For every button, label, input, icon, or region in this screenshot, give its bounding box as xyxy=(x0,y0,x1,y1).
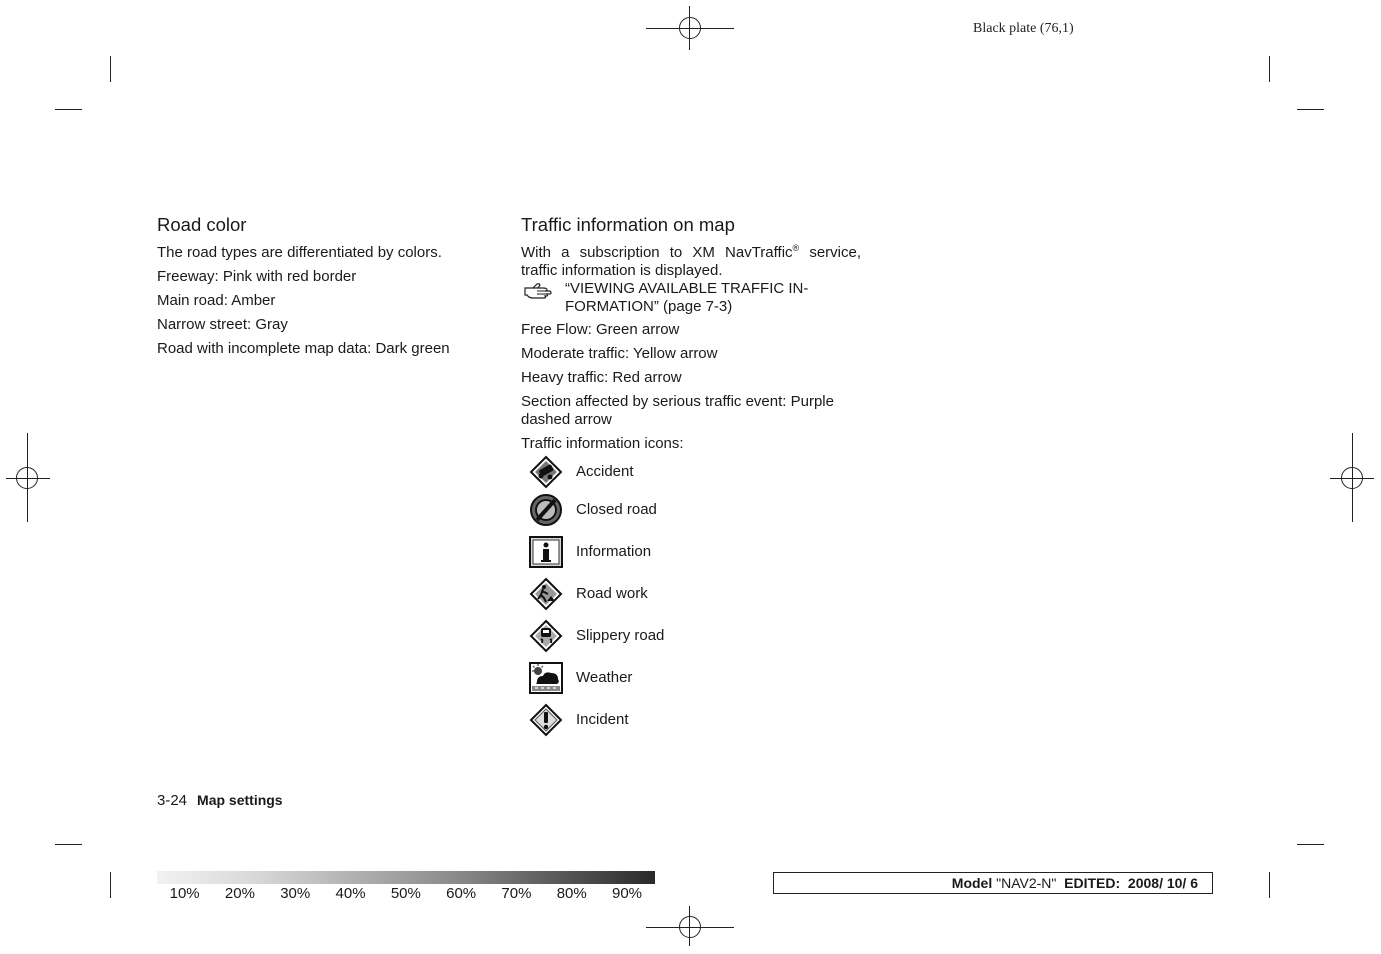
road-color-line: Road with incomplete map data: Dark green xyxy=(157,340,450,357)
scale-label: 30% xyxy=(280,885,311,902)
pointing-hand-icon xyxy=(521,280,565,300)
list-item xyxy=(521,573,861,615)
scale-label: 60% xyxy=(446,885,477,902)
accident-icon xyxy=(521,455,576,489)
slippery-road-icon xyxy=(521,619,576,653)
plate-label: Black plate (76,1) xyxy=(973,21,1074,36)
icon-label: Information xyxy=(576,543,652,560)
traffic-icon-list xyxy=(521,455,861,741)
scale-label: 80% xyxy=(556,885,587,902)
traffic-info-heading: Traffic information on map xyxy=(521,214,735,235)
list-item xyxy=(521,657,861,699)
section-title: Map settings xyxy=(197,792,283,808)
tint-scale-labels xyxy=(157,885,655,902)
scale-label: 70% xyxy=(501,885,532,902)
intro-text: With a subscription to XM NavTraffic xyxy=(521,244,793,261)
road-color-line: Freeway: Pink with red border xyxy=(157,268,357,285)
scale-label: 20% xyxy=(224,885,255,902)
road-color-line: Narrow street: Gray xyxy=(157,316,288,333)
list-item xyxy=(521,489,861,531)
cross-reference[interactable] xyxy=(521,280,861,316)
scale-label: 50% xyxy=(390,885,421,902)
traffic-line: Section affected by serious traffic event: Purple dashed arrow xyxy=(521,393,834,428)
road-color-section xyxy=(157,214,487,364)
list-item xyxy=(521,455,861,489)
weather-icon xyxy=(521,662,576,694)
information-icon xyxy=(521,536,576,568)
registered-mark: ® xyxy=(792,243,800,253)
list-item xyxy=(521,699,861,741)
traffic-line: Heavy traffic: Red arrow xyxy=(521,369,682,386)
scale-label: 40% xyxy=(335,885,366,902)
icon-label: Weather xyxy=(576,669,633,686)
cross-reference-text: “VIEWING AVAILABLE TRAFFIC IN-FORMATION” (page 7-3) xyxy=(565,280,809,315)
page-number: 3-24 xyxy=(157,792,188,809)
model-prefix: Model xyxy=(951,875,997,891)
icon-label: Closed road xyxy=(576,501,657,518)
road-work-icon xyxy=(521,577,576,611)
scale-label: 90% xyxy=(612,885,643,902)
icon-label: Incident xyxy=(576,711,629,728)
traffic-info-section xyxy=(521,214,861,741)
intro-text-tail: service, traffic information is displayed. xyxy=(521,244,861,279)
edited-date: EDITED: 2008/ 10/ 6 xyxy=(1056,875,1198,891)
list-item xyxy=(521,615,861,657)
tint-scale-bar xyxy=(157,871,655,884)
list-item xyxy=(521,531,861,573)
icon-label: Accident xyxy=(576,463,634,480)
road-color-line: Main road: Amber xyxy=(157,292,276,309)
road-color-heading: Road color xyxy=(157,214,247,235)
traffic-line: Moderate traffic: Yellow arrow xyxy=(521,345,718,362)
page-footer xyxy=(157,792,283,809)
traffic-line: Free Flow: Green arrow xyxy=(521,321,680,338)
closed-road-icon xyxy=(521,493,576,527)
incident-icon xyxy=(521,703,576,737)
icon-label: Road work xyxy=(576,585,648,602)
model-name: "NAV2-N" xyxy=(996,875,1057,891)
traffic-line: Traffic information icons: xyxy=(521,435,684,452)
icon-label: Slippery road xyxy=(576,627,665,644)
model-edited-box xyxy=(773,872,1213,894)
traffic-intro xyxy=(521,244,861,280)
road-color-line: The road types are differentiated by colors. xyxy=(157,244,442,261)
scale-label: 10% xyxy=(169,885,200,902)
